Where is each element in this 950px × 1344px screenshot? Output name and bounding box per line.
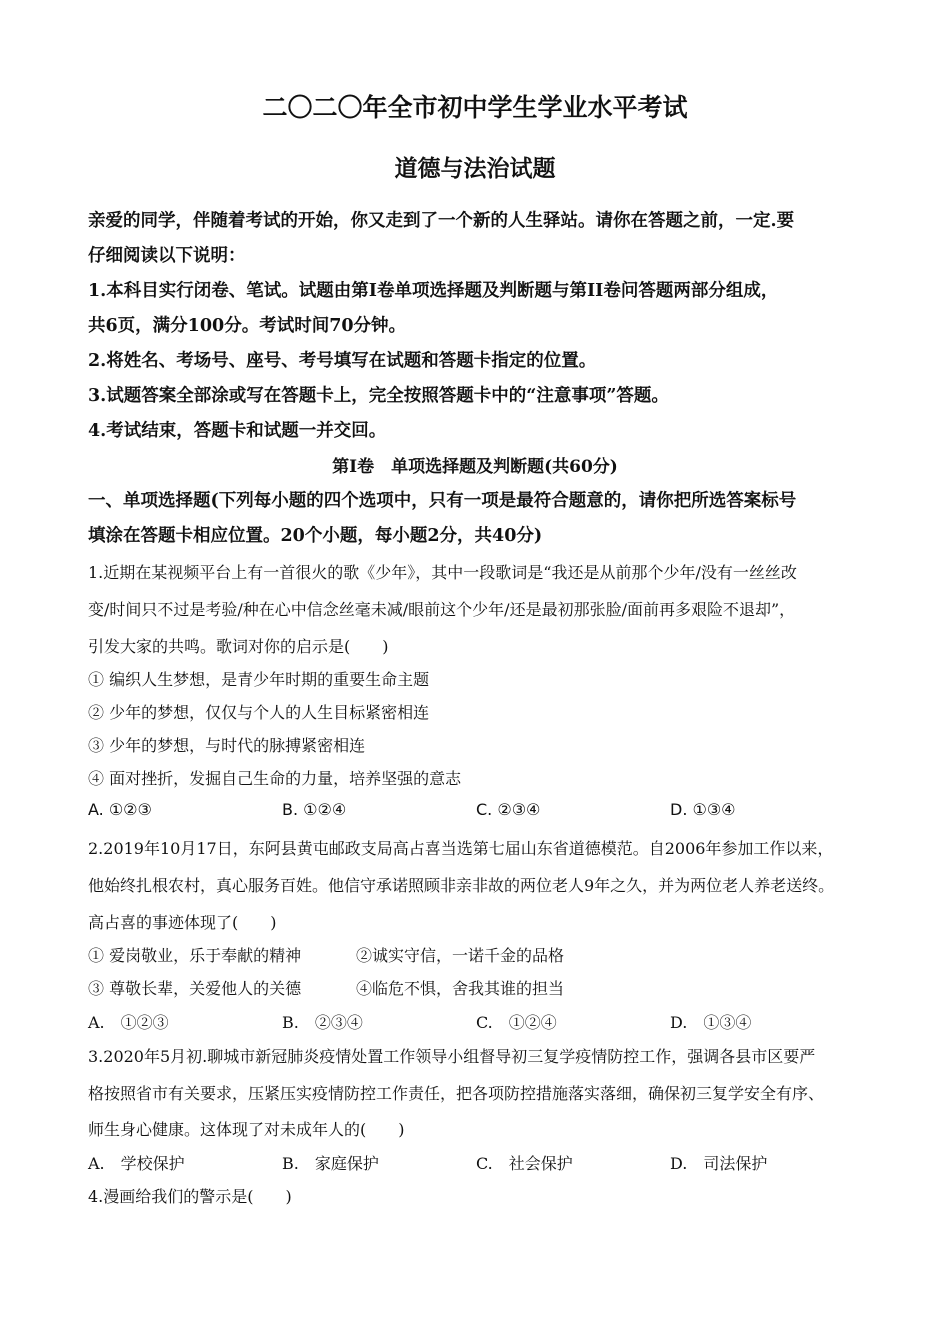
q2-stem-line-3: 高占喜的事迹体现了( ): [88, 913, 277, 932]
q1-statement-4: ④ 面对挫折，发掘自己生命的力量，培养坚强的意志: [88, 769, 462, 788]
q1-option-a: A. ①②③: [88, 800, 152, 819]
q3-stem-line-2: 格按照省市有关要求，压紧压实疫情防控工作责任，把各项防控措施落实落细，确保初三复学安全有序、: [88, 1084, 825, 1103]
q3-option-d: D. 司法保护: [670, 1154, 768, 1173]
q2-stem-line-2: 他始终扎根农村，真心服务百姓。他信守承诺照顾非亲非故的两位老人9年之久，并为两位老人养老送终。: [88, 876, 835, 895]
q3-stem-line-1: 3.2020年5月初.聊城市新冠肺炎疫情处置工作领导小组督导初三复学疫情防控工作，强调各县市区要严: [88, 1047, 816, 1066]
instruction-2: 2.将姓名、考场号、座号、考号填写在试题和答题卡指定的位置。: [88, 351, 597, 371]
q4-stem-line-1: 4.漫画给我们的警示是( ): [88, 1187, 292, 1206]
q2-statement-4: ④临危不惧，舍我其谁的担当: [356, 979, 565, 998]
q1-stem-line-3: 引发大家的共鸣。歌词对你的启示是( ): [88, 637, 389, 656]
q3-option-a: A. 学校保护: [88, 1154, 185, 1173]
instruction-3: 3.试题答案全部涂或写在答题卡上，完全按照答题卡中的“注意事项”答题。: [88, 386, 669, 406]
q1-option-c: C. ②③④: [476, 800, 541, 819]
q2-stem-line-1: 2.2019年10月17日，东阿县黄屯邮政支局高占喜当选第七届山东省道德模范。自2006年参加工作以来，: [88, 839, 834, 858]
part1-heading-line-1: 一、单项选择题(下列每小题的四个选项中，只有一项是最符合题意的，请你把所选答案标号: [88, 491, 797, 511]
q3-stem-line-3: 师生身心健康。这体现了对未成年人的( ): [88, 1120, 405, 1139]
q1-statement-3: ③ 少年的梦想，与时代的脉搏紧密相连: [88, 736, 366, 755]
instruction-4: 4.考试结束，答题卡和试题一并交回。: [88, 421, 387, 441]
q2-statement-1: ① 爱岗敬业，乐于奉献的精神: [88, 946, 302, 965]
instruction-1-line-2: 共6页，满分100分。考试时间70分钟。: [88, 316, 407, 336]
q3-option-c: C. 社会保护: [476, 1154, 573, 1173]
section-title: 第Ⅰ卷 单项选择题及判断题(共60分): [332, 457, 618, 477]
exam-title: 二〇二〇年全市初中学生学业水平考试: [262, 93, 688, 122]
q2-option-d: D. ①③④: [670, 1013, 752, 1032]
q1-statement-2: ② 少年的梦想，仅仅与个人的人生目标紧密相连: [88, 703, 430, 722]
q3-option-b: B. 家庭保护: [282, 1154, 379, 1173]
part1-heading-line-2: 填涂在答题卡相应位置。20个小题，每小题2分，共40分): [88, 526, 543, 546]
q1-option-b: B. ①②④: [282, 800, 347, 819]
q1-option-d: D. ①③④: [670, 800, 736, 819]
exam-subtitle: 道德与法治试题: [394, 155, 556, 182]
q2-option-a: A. ①②③: [88, 1013, 169, 1032]
intro-line-1: 亲爱的同学，伴随着考试的开始，你又走到了一个新的人生驿站。请你在答题之前，一定.要: [88, 211, 795, 231]
q2-statement-2: ②诚实守信，一诺千金的品格: [356, 946, 565, 965]
q1-stem-line-2: 变/时间只不过是考验/种在心中信念丝毫未减/眼前这个少年/还是最初那张脸/面前再多艰险不退却”，: [88, 600, 796, 619]
intro-line-2: 仔细阅读以下说明：: [88, 246, 246, 266]
q2-option-b: B. ②③④: [282, 1013, 363, 1032]
q1-statement-1: ① 编织人生梦想，是青少年时期的重要生命主题: [88, 670, 430, 689]
q2-statement-3: ③ 尊敬长辈，关爱他人的关德: [88, 979, 302, 998]
q1-stem-line-1: 1.近期在某视频平台上有一首很火的歌《少年》，其中一段歌词是“我还是从前那个少年/没有一丝丝改: [88, 563, 797, 582]
instruction-1-line-1: 1.本科目实行闭卷、笔试。试题由第Ⅰ卷单项选择题及判断题与第II卷问答题两部分组成，: [88, 281, 779, 301]
q2-option-c: C. ①②④: [476, 1013, 557, 1032]
